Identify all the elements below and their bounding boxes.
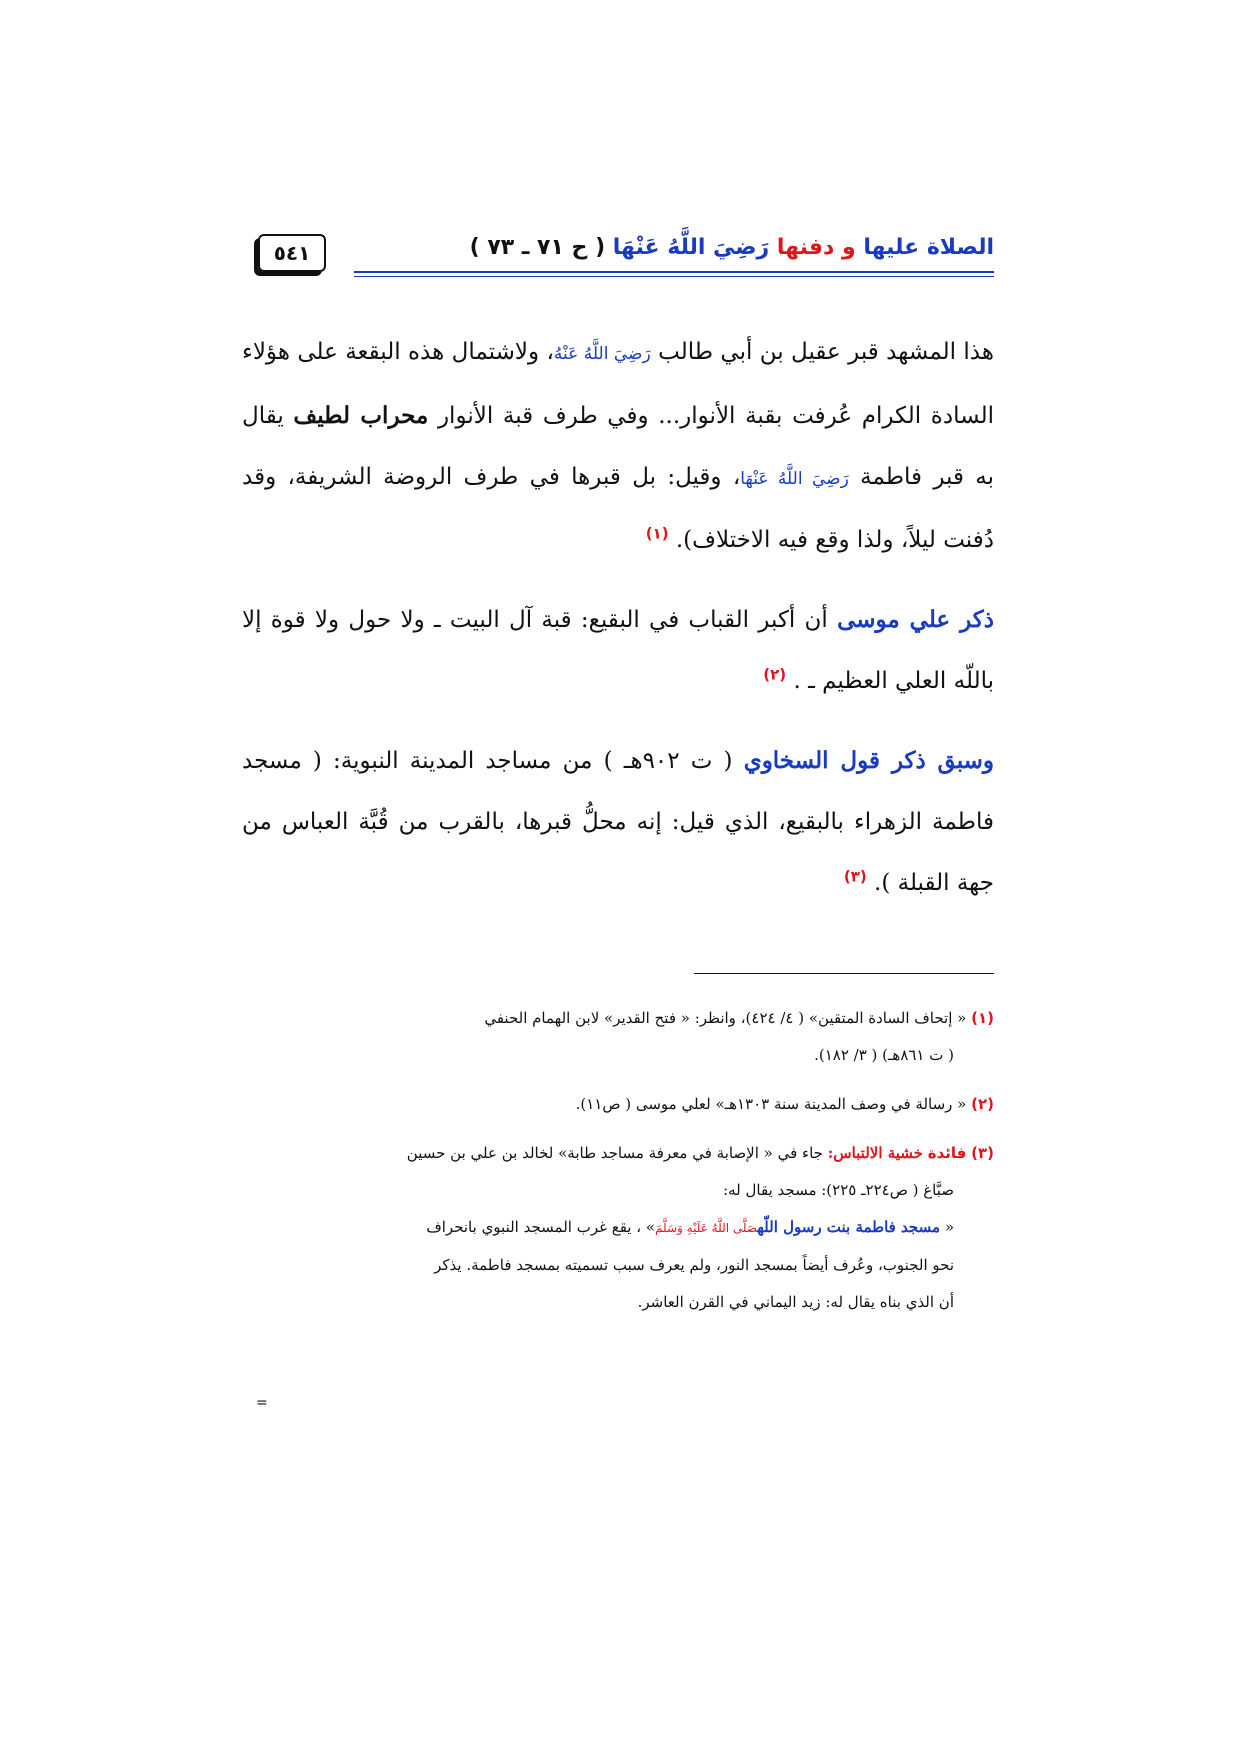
footnotes — [242, 1000, 994, 1333]
footnote-reference[interactable]: (٢) — [763, 665, 787, 684]
hadith-range: ( ح ٧١ ـ ٧٣ ) — [469, 235, 606, 260]
paragraph-text: أن أكبر القباب في البقيع: قبة آل البيت ـ ولا حول ولا قوة إلا باللّه العلي العظيم ـ . — [242, 607, 994, 694]
footnote-text: ( ت ٨٦١هـ) ( ٣/ ١٨٢). — [814, 1046, 954, 1064]
page-number-badge — [258, 234, 326, 272]
footnote-text: « رسالة في وصف المدينة سنة ١٣٠٣هـ» لعلي موسى ( ص١١). — [575, 1095, 967, 1113]
footnote-number: (١) — [971, 1009, 994, 1027]
author-name: ذكر علي موسى — [837, 606, 994, 633]
footnote-label: فائدة — [927, 1144, 967, 1162]
footnote-sublabel: خشية الالتباس: — [827, 1144, 923, 1162]
running-title-part2: دفنها — [776, 235, 835, 260]
footnote-3 — [242, 1135, 994, 1321]
quote-mark: « — [944, 1218, 954, 1236]
paragraph-text: ، ولاشتمال هذه البقعة على هؤلاء السادة الكرام عُرفت بقبة الأنوار... وفي طرف قبة الأنوار — [242, 339, 995, 429]
page-number: ٥٤١ — [273, 241, 311, 265]
paragraph-text: هذا المشهد قبر عقيل بن أبي طالب — [658, 339, 995, 365]
honorific: رَضِيَ اللَّهُ عَنْهَا — [740, 469, 849, 489]
footnote-number: (٣) — [971, 1144, 994, 1162]
page-header — [258, 232, 994, 284]
footnote-text: نحو الجنوب، وعُرف أيضاً بمسجد النور، ولم يعرف سبب تسميته بمسجد فاطمة. يذكر — [434, 1256, 954, 1274]
paragraph-text: يقال به قبر فاطمة — [242, 403, 995, 490]
paragraph-3 — [242, 730, 994, 914]
footnote-text: » ، يقع غرب المسجد النبوي بانحراف — [426, 1218, 656, 1236]
footnote-text: صبَّاغ ( ص٢٢٤ـ ٢٢٥): مسجد يقال له: — [723, 1181, 954, 1199]
running-title — [470, 232, 994, 264]
running-title-conjunction: و — [842, 235, 856, 260]
honorific: رَضِيَ اللَّهُ عَنْهُ — [553, 344, 651, 364]
main-text — [242, 322, 994, 920]
paragraph-1 — [242, 322, 994, 571]
running-title-honorific: رَضِيَ اللَّهُ عَنْهَا — [612, 235, 770, 260]
footnote-text: جاء في « الإصابة في معرفة مساجد طابة» لخالد بن علي بن حسين — [406, 1144, 823, 1162]
footnote-number: (٢) — [971, 1095, 994, 1113]
header-rule — [354, 271, 994, 273]
footnote-separator — [694, 973, 994, 974]
footnote-1 — [242, 1000, 994, 1074]
continuation-mark: = — [256, 1395, 268, 1411]
footnote-2 — [242, 1086, 994, 1123]
emphasis-text: محراب لطيف — [293, 402, 429, 429]
footnote-text: أن الذي بناه يقال له: زيد اليماني في القرن العاشر. — [637, 1293, 954, 1311]
footnote-reference[interactable]: (٣) — [843, 867, 867, 886]
paragraph-2 — [242, 589, 994, 712]
footnote-text: « إتحاف السادة المتقين» ( ٤/ ٤٢٤)، وانظر: « فتح القدير» لابن الهمام الحنفي — [484, 1009, 967, 1027]
running-title-part1: الصلاة عليها — [863, 235, 994, 260]
header-rule-thin — [354, 276, 994, 277]
paragraph-text: ، وقيل: بل قبرها في طرف الروضة الشريفة، وقد دُفنت ليلاً، ولذا وقع فيه الاختلاف). — [242, 464, 994, 553]
paragraph-text: ( ت ٩٠٢هـ ) من مساجد المدينة النبوية: — [333, 748, 733, 774]
mosque-name: مسجد فاطمة بنت رسول اللّه — [757, 1218, 941, 1236]
quoted-text: ( مسجد فاطمة الزهراء بالبقيع، الذي قيل: إنه محلُّ قبرها، بالقرب من قُبَّة العباس من جهة القبلة ). — [242, 748, 994, 896]
paragraph-lead: وسبق ذكر قول السخاوي — [743, 747, 995, 774]
footnote-reference[interactable]: (١) — [645, 524, 669, 543]
honorific: صَلَّى اللَّهُ عَلَيْهِ وَسَلَّمَ — [655, 1221, 758, 1235]
